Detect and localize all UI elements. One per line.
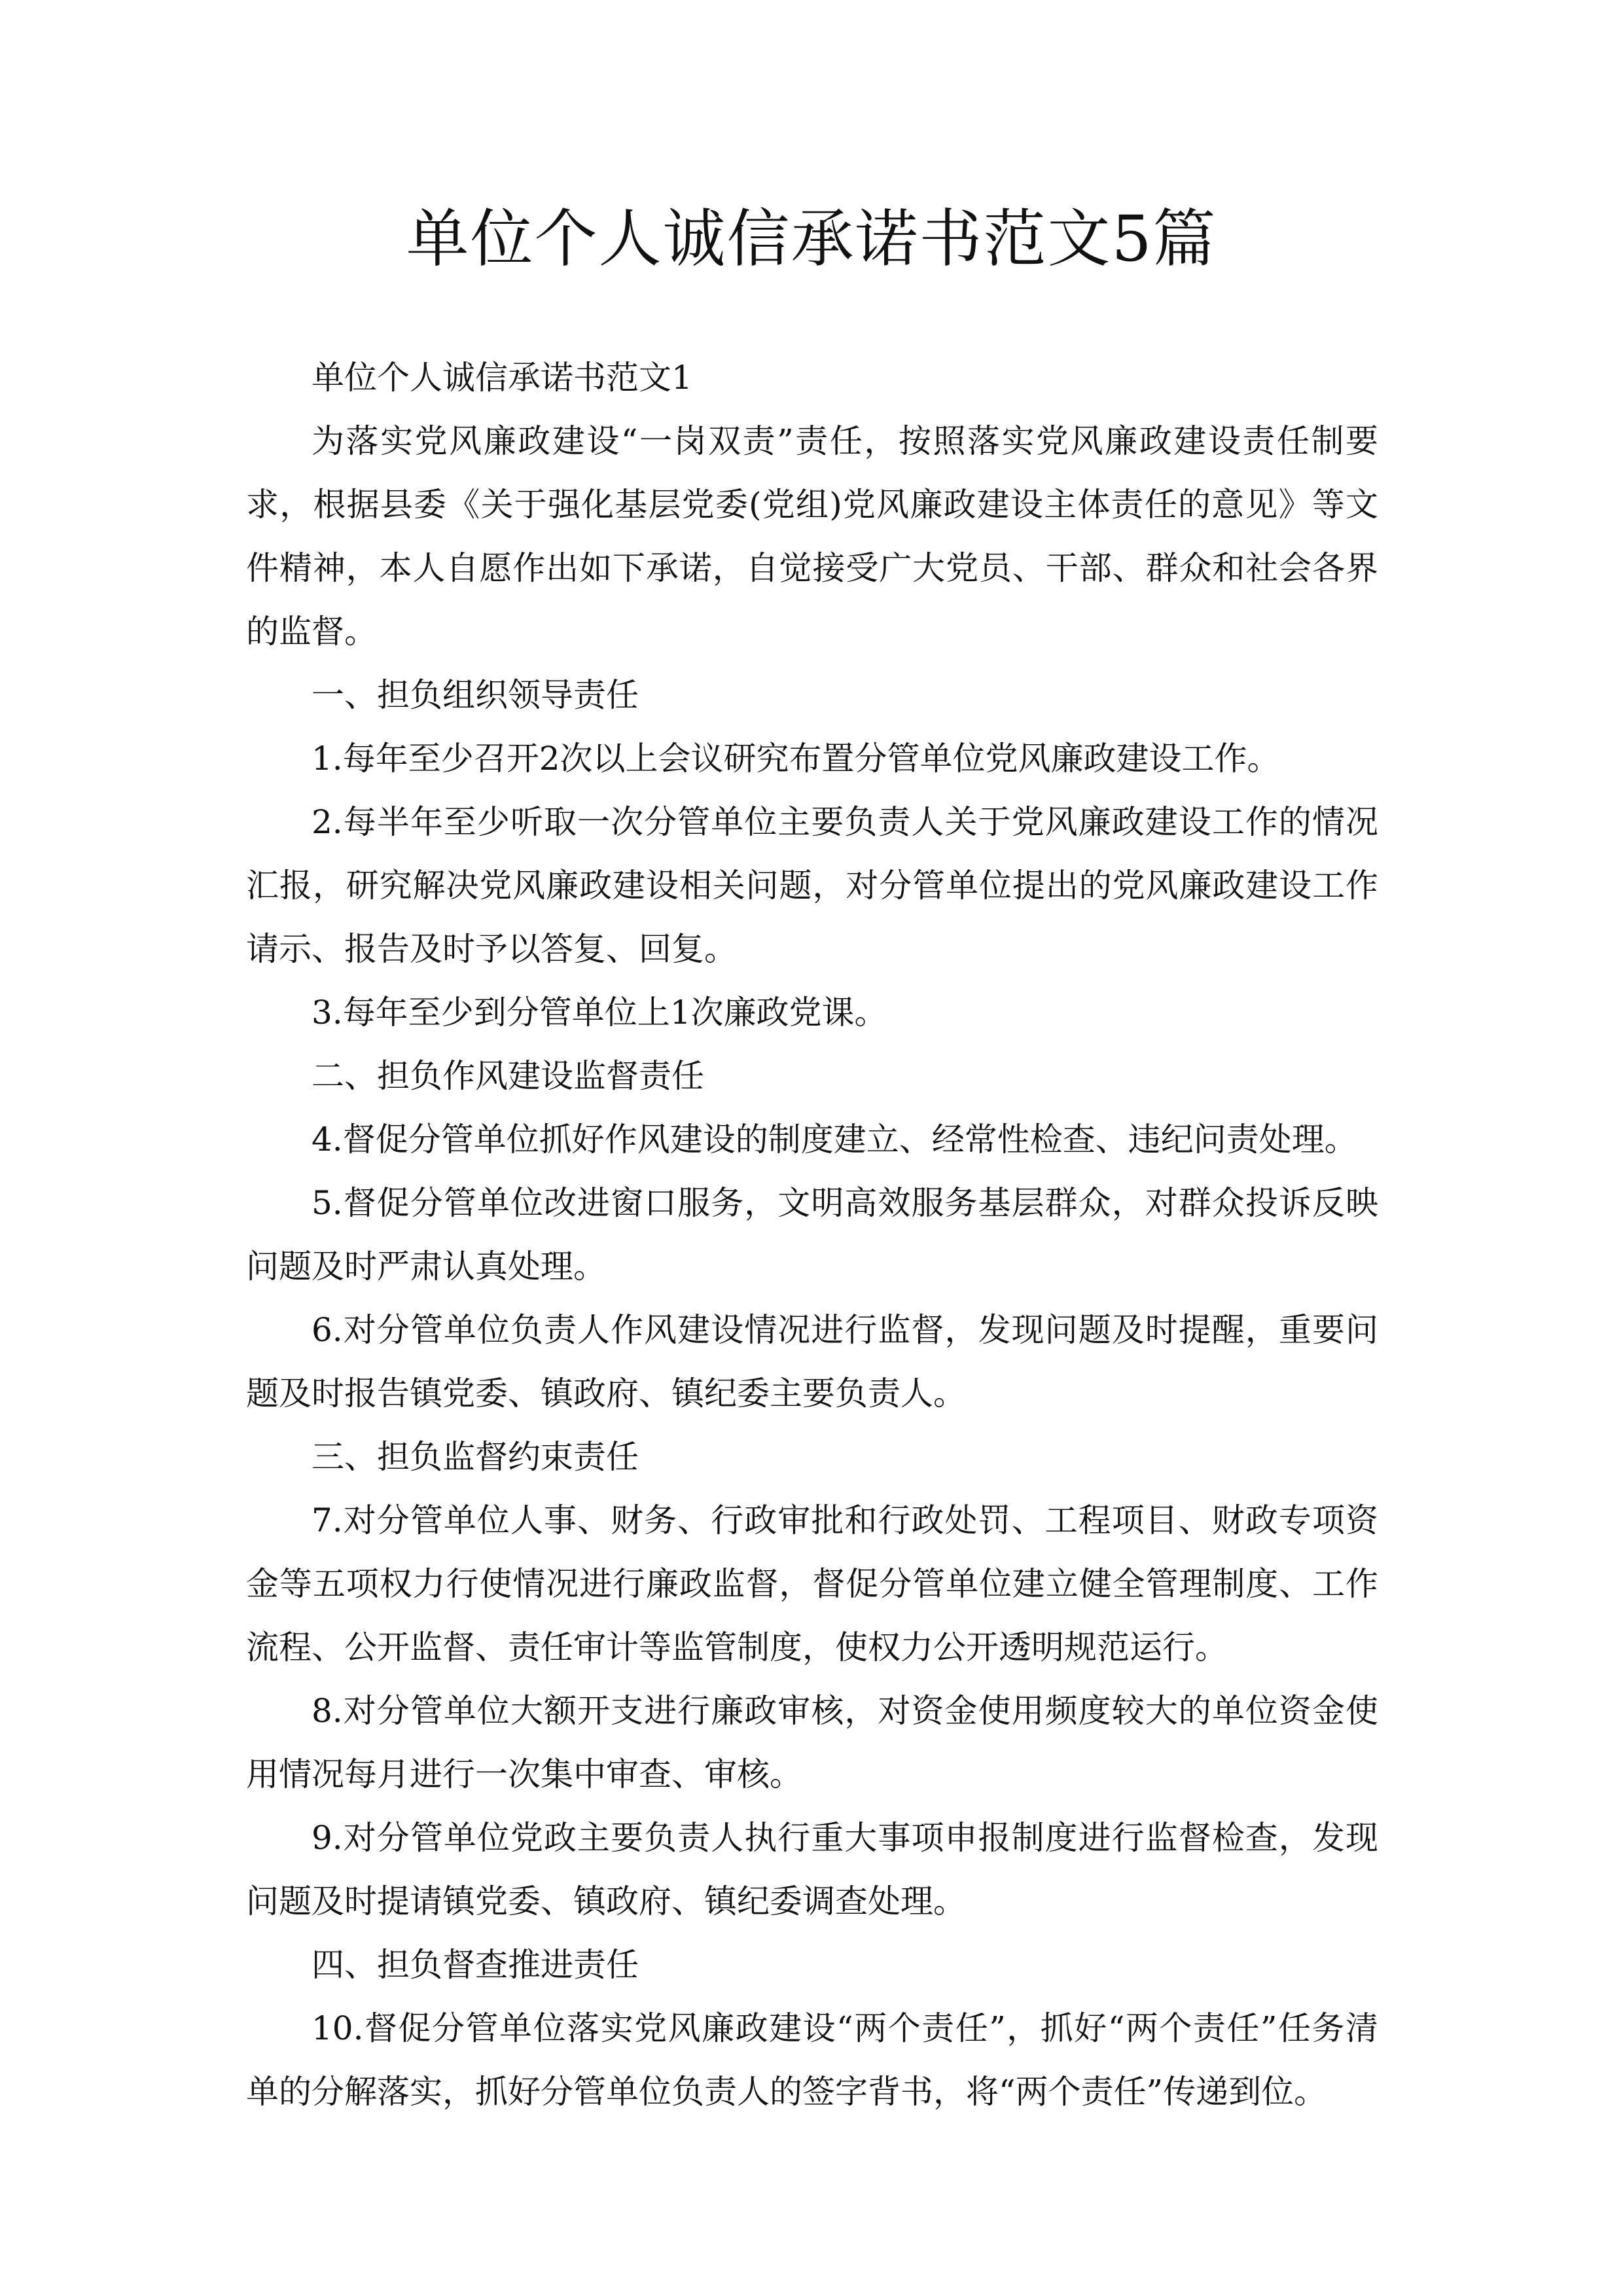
paragraph: 10.督促分管单位落实党风廉政建设“两个责任”，抓好“两个责任”任务清单的分解落实，抓好分管单位负责人的签字背书，将“两个责任”传递到位。 bbox=[246, 2009, 1378, 2111]
document-title: 单位个人诚信承诺书范文5篇 bbox=[406, 202, 1217, 276]
paragraph: 为落实党风廉政建设“一岗双责”责任，按照落实党风廉政建设责任制要求，根据县委《关于强化基层党委(党组)党风廉政建设主体责任的意见》等文件精神，本人自愿作出如下承诺，自觉接受广大党员、干部、群众和社会各界的监督。 bbox=[246, 422, 1378, 651]
section-heading: 单位个人诚信承诺书范文1 bbox=[312, 359, 692, 397]
paragraph: 6.对分管单位负责人作风建设情况进行监督，发现问题及时提醒，重要问题及时报告镇党委、镇政府、镇纪委主要负责人。 bbox=[246, 1311, 1378, 1412]
section-heading: 四、担负督查推进责任 bbox=[312, 1946, 639, 1984]
paragraph: 1.每年至少召开2次以上会议研究布置分管单位党风廉政建设工作。 bbox=[312, 740, 1280, 778]
paragraph: 7.对分管单位人事、财务、行政审批和行政处罚、工程项目、财政专项资金等五项权力行使情况进行廉政监督，督促分管单位建立健全管理制度、工作流程、公开监督、责任审计等监管制度，使权力公开透明规范运行。 bbox=[246, 1501, 1378, 1666]
paragraph: 2.每半年至少听取一次分管单位主要负责人关于党风廉政建设工作的情况汇报，研究解决党风廉政建设相关问题，对分管单位提出的党风廉政建设工作请示、报告及时予以答复、回复。 bbox=[246, 803, 1378, 968]
section-heading: 二、担负作风建设监督责任 bbox=[312, 1057, 704, 1095]
paragraph: 9.对分管单位党政主要负责人执行重大事项申报制度进行监督检查，发现问题及时提请镇党委、镇政府、镇纪委调查处理。 bbox=[246, 1819, 1378, 1920]
document-body bbox=[246, 346, 1378, 2124]
section-heading: 三、担负监督约束责任 bbox=[312, 1438, 639, 1476]
section-heading: 一、担负组织领导责任 bbox=[312, 676, 639, 714]
paragraph: 5.督促分管单位改进窗口服务，文明高效服务基层群众，对群众投诉反映问题及时严肃认真处理。 bbox=[246, 1184, 1378, 1285]
paragraph: 4.督促分管单位抓好作风建设的制度建立、经常性检查、违纪问责处理。 bbox=[312, 1121, 1357, 1158]
paragraph: 8.对分管单位大额开支进行廉政审核，对资金使用频度较大的单位资金使用情况每月进行一次集中审查、审核。 bbox=[246, 1692, 1378, 1793]
paragraph: 3.每年至少到分管单位上1次廉政党课。 bbox=[312, 994, 887, 1031]
